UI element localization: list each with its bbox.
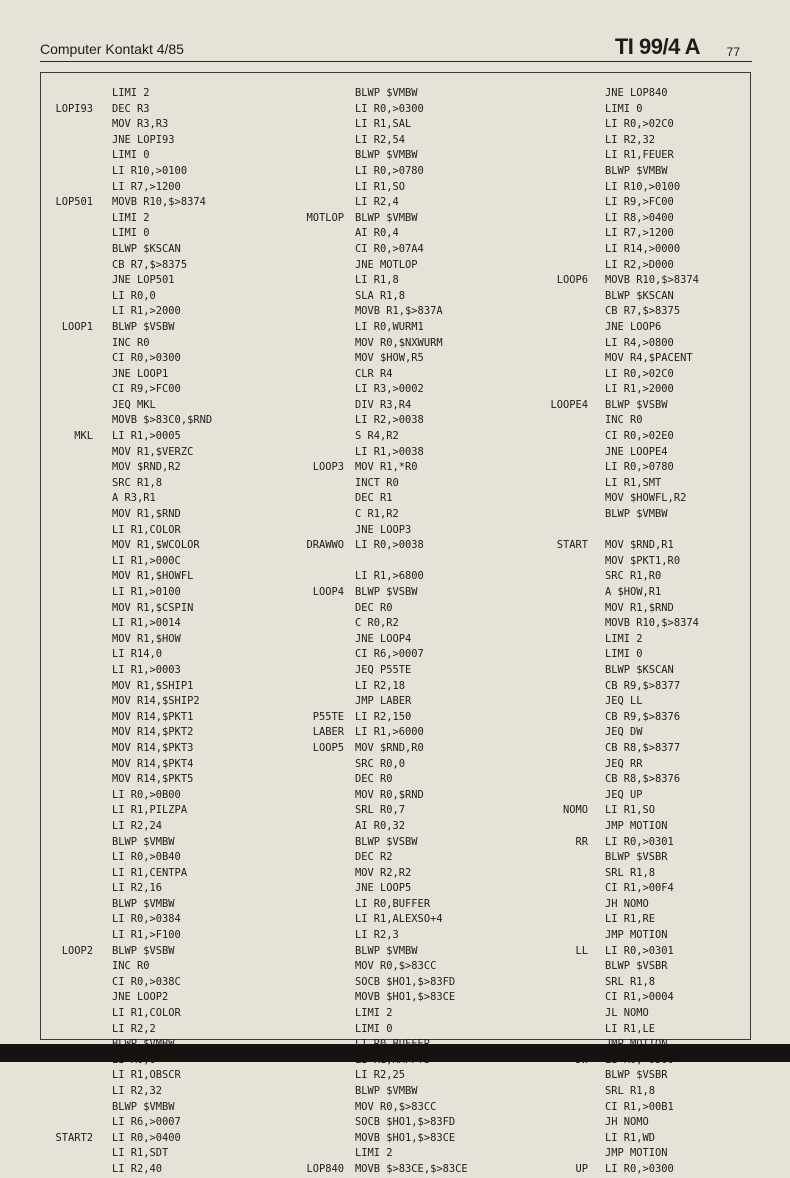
code-instruction: JNE LOOP5 <box>355 882 412 895</box>
code-instruction: BLWP $VMBW <box>355 211 418 224</box>
code-instruction: JNE LOPI93 <box>112 133 175 146</box>
code-instruction: CI R1,>00B1 <box>605 1100 674 1113</box>
code-instruction: JNE LOP840 <box>605 87 668 99</box>
code-instruction: BLWP $VSBW <box>112 320 175 333</box>
code-instruction: JL NOMO <box>605 1007 649 1020</box>
code-instruction: LI R2,16 <box>112 882 163 895</box>
code-instruction: S R4,R2 <box>355 430 399 443</box>
code-label: NOMO <box>562 804 588 817</box>
code-instruction: BLWP $VSBW <box>355 586 418 598</box>
code-instruction: MOV R14,$PKT5 <box>112 773 194 786</box>
code-instruction: LI R1,>0014 <box>112 617 181 630</box>
code-instruction: MOVB $>83CE,$>83CE <box>355 1162 468 1175</box>
code-instruction: MOV R0,$NXWURM <box>355 336 443 349</box>
code-label: LOP840 <box>306 1162 344 1175</box>
code-instruction: LI R1,FEUER <box>605 149 674 162</box>
code-instruction: LI R0,WURM1 <box>355 320 424 333</box>
page-number: 77 <box>726 45 740 59</box>
code-instruction: LI R1,SMT <box>605 476 662 489</box>
code-instruction: BLWP $KSCAN <box>112 242 181 255</box>
code-instruction: CB R8,$>8377 <box>605 741 681 754</box>
code-instruction: CB R7,$>8375 <box>112 258 188 271</box>
code-instruction: JNE MOTLOP <box>355 258 418 271</box>
code-instruction: LI R1,CENTPA <box>112 866 188 879</box>
code-instruction: JEQ P55TE <box>355 663 412 676</box>
code-instruction: LI R1,>0100 <box>112 586 181 598</box>
code-label: LL <box>575 944 588 957</box>
code-instruction: LI R1,LE <box>605 1022 656 1035</box>
code-instruction: C R0,R2 <box>355 617 399 630</box>
code-instruction: LI R1,8 <box>355 274 399 287</box>
code-instruction: CI R0,>0300 <box>112 352 181 365</box>
code-instruction: LI R4,>0800 <box>605 336 674 349</box>
code-instruction: LI R2,32 <box>605 133 656 146</box>
code-instruction: BLWP $VMBW <box>355 87 418 99</box>
code-instruction: A R3,R1 <box>112 492 156 505</box>
code-instruction: LI R1,SO <box>355 180 406 193</box>
code-instruction: LI R9,>FC00 <box>605 196 674 209</box>
code-label: LOOP4 <box>312 586 344 598</box>
system-title: TI 99/4 A <box>614 34 700 59</box>
code-label: UP <box>575 1162 588 1175</box>
code-instruction: AI R0,32 <box>355 819 406 832</box>
code-instruction: LI R1,OBSCR <box>112 1069 181 1082</box>
code-instruction: LIMI 0 <box>112 227 150 240</box>
code-instruction: LI R2,3 <box>355 929 399 942</box>
code-instruction: LI R1,>F100 <box>112 929 181 942</box>
code-instruction: MOV R4,$PACENT <box>605 352 693 365</box>
code-label: LOPI93 <box>55 102 93 115</box>
code-label: START2 <box>55 1131 93 1144</box>
code-instruction: SRL R1,8 <box>605 866 656 879</box>
code-instruction: CI R0,>07A4 <box>355 242 424 255</box>
code-instruction: MOV R0,$RND <box>355 788 424 801</box>
header-rule <box>40 61 752 62</box>
code-instruction: MOVB R10,$>8374 <box>112 196 206 209</box>
code-instruction: INC R0 <box>112 336 150 349</box>
code-instruction: LIMI 2 <box>112 211 150 224</box>
code-instruction: JNE LOOP3 <box>355 523 412 536</box>
code-instruction: MOV R1,$HOW <box>112 632 181 645</box>
code-instruction: DEC R0 <box>355 773 393 786</box>
code-instruction: BLWP $VSBW <box>112 944 175 957</box>
code-instruction: BLWP $KSCAN <box>605 663 674 676</box>
code-instruction: JNE LOOP2 <box>112 991 169 1004</box>
code-instruction: LI R0,BUFFER <box>355 897 431 910</box>
code-instruction: LI R1,>0005 <box>112 430 181 443</box>
code-label: DRAWWO <box>306 539 344 552</box>
code-instruction: LI R1,>6800 <box>355 570 424 583</box>
code-label: LOOP2 <box>61 944 93 957</box>
code-instruction: LI R0,>0780 <box>605 461 674 474</box>
code-label: LOP501 <box>55 196 93 209</box>
code-instruction: SLA R1,8 <box>355 289 406 302</box>
code-instruction: LI R0,>0038 <box>355 539 424 552</box>
code-instruction: LI R2,32 <box>112 1085 163 1097</box>
code-instruction: MOV R0,$>83CC <box>355 960 437 973</box>
code-instruction: MOVB R1,$>837A <box>355 305 443 318</box>
code-instruction: MOV R1,$HOWFL <box>112 570 194 583</box>
code-instruction: JNE LOOPE4 <box>605 445 668 458</box>
code-instruction: INCT R0 <box>355 476 399 489</box>
code-instruction: SRC R0,0 <box>355 757 406 770</box>
code-instruction: DIV R3,R4 <box>355 398 412 411</box>
code-instruction: BLWP $VSBR <box>605 851 668 864</box>
code-instruction: LI R0,>0B40 <box>112 851 181 864</box>
code-instruction: CB R7,$>8375 <box>605 305 681 318</box>
code-instruction: LI R0,>02C0 <box>605 118 674 131</box>
code-instruction: LI R1,>000C <box>112 554 181 567</box>
code-instruction: LIMI 0 <box>605 648 643 661</box>
code-instruction: LI R2,>0038 <box>355 414 424 427</box>
code-instruction: DEC R0 <box>355 601 393 614</box>
code-instruction: JNE LOOP6 <box>605 320 662 333</box>
code-label: MKL <box>74 430 93 443</box>
code-instruction: LI R1,COLOR <box>112 523 181 536</box>
code-instruction: LI R1,PILZPA <box>112 804 188 817</box>
code-instruction: JNE LOP501 <box>112 274 175 287</box>
code-instruction: JMP LABER <box>355 695 412 708</box>
code-instruction: LIMI 0 <box>112 149 150 162</box>
code-instruction: JEQ RR <box>605 757 643 770</box>
code-instruction: BLWP $VSBR <box>605 1069 668 1082</box>
code-instruction: LI R2,40 <box>112 1162 163 1175</box>
magazine-title: Computer Kontakt 4/85 <box>40 41 184 57</box>
code-instruction: INC R0 <box>112 960 150 973</box>
code-instruction: LI R2,54 <box>355 133 406 146</box>
code-label: LOOP5 <box>312 741 344 754</box>
code-instruction: BLWP $VMBW <box>605 164 668 177</box>
code-label: P55TE <box>312 710 344 723</box>
code-instruction: MOV $RND,R0 <box>355 741 424 754</box>
code-instruction: JMP MOTION <box>605 1147 668 1160</box>
code-label: LABER <box>312 726 344 739</box>
code-instruction: JH NOMO <box>605 1116 649 1129</box>
code-instruction: MOV R14,$PKT2 <box>112 726 194 739</box>
code-instruction: INC R0 <box>605 414 643 427</box>
code-instruction: MOV R0,$>83CC <box>355 1100 437 1113</box>
code-instruction: CI R1,>0004 <box>605 991 674 1004</box>
code-instruction: LI R14,0 <box>112 648 163 661</box>
code-instruction: MOV R1,$RND <box>112 508 181 521</box>
code-instruction: LI R0,>02C0 <box>605 367 674 380</box>
code-instruction: CI R0,>038C <box>112 975 181 988</box>
code-label: LOOP6 <box>556 274 588 287</box>
code-instruction: BLWP $VMBW <box>355 1085 418 1097</box>
code-instruction: SRC R1,8 <box>112 476 163 489</box>
code-instruction: LI R10,>0100 <box>112 164 188 177</box>
code-instruction: CI R9,>FC00 <box>112 383 181 396</box>
code-instruction: JEQ MKL <box>112 398 156 411</box>
code-instruction: LIMI 2 <box>355 1007 393 1020</box>
code-instruction: LIMI 2 <box>355 1147 393 1160</box>
code-instruction: BLWP $VMBW <box>355 944 418 957</box>
code-instruction: MOV R1,$RND <box>605 601 674 614</box>
code-instruction: JMP MOTION <box>605 929 668 942</box>
code-instruction: CB R8,$>8376 <box>605 773 681 786</box>
code-instruction: LI R0,>0384 <box>112 913 181 926</box>
code-instruction: MOV $RND,R1 <box>605 539 674 552</box>
code-instruction: LIMI 2 <box>112 87 150 99</box>
code-instruction: LI R0,0 <box>112 289 156 302</box>
code-instruction: SRL R0,7 <box>355 804 406 817</box>
code-instruction: BLWP $VMBW <box>605 508 668 521</box>
code-instruction: LI R2,24 <box>112 819 163 832</box>
code-instruction: LI R1,>0038 <box>355 445 424 458</box>
code-instruction: MOVB $>83C0,$RND <box>112 414 213 427</box>
code-instruction: SRL R1,8 <box>605 975 656 988</box>
code-instruction: LI R2,18 <box>355 679 406 692</box>
code-instruction: MOVB R10,$>8374 <box>605 274 699 287</box>
code-instruction: LI R0,>0400 <box>112 1131 181 1144</box>
code-label: MOTLOP <box>306 211 344 224</box>
code-instruction: MOV R14,$PKT4 <box>112 757 194 770</box>
code-instruction: LI R1,RE <box>605 913 656 926</box>
code-instruction: DEC R1 <box>355 492 393 505</box>
code-instruction: CB R9,$>8377 <box>605 679 681 692</box>
code-instruction: C R1,R2 <box>355 508 399 521</box>
code-instruction: LI R2,4 <box>355 196 399 209</box>
code-instruction: BLWP $VMBW <box>112 835 175 848</box>
code-instruction: LI R7,>1200 <box>112 180 181 193</box>
code-instruction: LIMI 0 <box>355 1022 393 1035</box>
code-label: LOOP1 <box>61 320 93 333</box>
code-instruction: LI R2,2 <box>112 1022 156 1035</box>
code-instruction: BLWP $VMBW <box>112 1100 175 1113</box>
code-instruction: LI R0,>0780 <box>355 164 424 177</box>
code-instruction: LI R1,>2000 <box>605 383 674 396</box>
code-instruction: LIMI 0 <box>605 102 643 115</box>
code-instruction: SOCB $HO1,$>83FD <box>355 975 456 988</box>
code-instruction: CI R1,>00F4 <box>605 882 674 895</box>
code-label: RR <box>575 835 588 848</box>
code-instruction: CLR R4 <box>355 367 393 380</box>
code-instruction: LIMI 2 <box>605 632 643 645</box>
code-instruction: JH NOMO <box>605 897 649 910</box>
code-instruction: MOV R1,$VERZC <box>112 445 194 458</box>
code-instruction: LI R1,SAL <box>355 118 412 131</box>
code-instruction: JEQ LL <box>605 695 643 708</box>
page-header <box>40 28 752 64</box>
code-instruction: MOV R1,*R0 <box>355 461 418 474</box>
code-instruction: LI R1,>0003 <box>112 663 181 676</box>
code-instruction: AI R0,4 <box>355 227 399 240</box>
code-instruction: LI R0,>0300 <box>605 1162 674 1175</box>
code-instruction: LI R0,>0B00 <box>112 788 181 801</box>
code-label: START <box>556 539 588 552</box>
code-instruction: MOV $HOWFL,R2 <box>605 492 687 505</box>
code-instruction: LI R0,>0301 <box>605 835 674 848</box>
code-instruction: MOV R2,R2 <box>355 866 412 879</box>
code-instruction: JEQ DW <box>605 726 643 739</box>
code-instruction: LI R1,COLOR <box>112 1007 181 1020</box>
code-instruction: BLWP $KSCAN <box>605 289 674 302</box>
code-instruction: LI R6,>0007 <box>112 1116 181 1129</box>
code-instruction: MOV R1,$SHIP1 <box>112 679 194 692</box>
code-instruction: MOV R14,$SHIP2 <box>112 695 200 708</box>
code-instruction: LI R8,>0400 <box>605 211 674 224</box>
code-instruction: LI R1,WD <box>605 1131 656 1144</box>
code-instruction: JNE LOOP4 <box>355 632 412 645</box>
code-instruction: MOVB $HO1,$>83CE <box>355 1131 456 1144</box>
code-instruction: LI R7,>1200 <box>605 227 674 240</box>
code-instruction: MOV R1,$CSPIN <box>112 601 194 614</box>
code-instruction: DEC R3 <box>112 102 150 115</box>
code-instruction: CI R0,>02E0 <box>605 430 674 443</box>
code-instruction: MOV R3,R3 <box>112 118 169 131</box>
code-instruction: SOCB $HO1,$>83FD <box>355 1116 456 1129</box>
code-instruction: LI R1,ALEXSO+4 <box>355 913 443 926</box>
code-instruction: LI R14,>0000 <box>605 242 681 255</box>
code-instruction: BLWP $VSBW <box>355 835 418 848</box>
code-instruction: MOV R14,$PKT1 <box>112 710 194 723</box>
code-instruction: DEC R2 <box>355 851 393 864</box>
code-instruction: SRC R1,R0 <box>605 570 662 583</box>
page-edge-shadow <box>0 1044 790 1062</box>
code-instruction: MOV $HOW,R5 <box>355 352 424 365</box>
code-label: LOOPE4 <box>550 398 588 411</box>
code-instruction: LI R0,>0301 <box>605 944 674 957</box>
code-instruction: LI R2,150 <box>355 710 412 723</box>
code-instruction: LI R1,SO <box>605 804 656 817</box>
code-instruction: BLWP $VMBW <box>112 897 175 910</box>
code-instruction: LI R1,>6000 <box>355 726 424 739</box>
code-instruction: BLWP $VSBW <box>605 398 668 411</box>
code-instruction: LI R2,>D000 <box>605 258 674 271</box>
code-instruction: MOV R14,$PKT3 <box>112 741 194 754</box>
code-instruction: A $HOW,R1 <box>605 586 662 598</box>
code-instruction: MOV R1,$WCOLOR <box>112 539 200 552</box>
code-instruction: JMP MOTION <box>605 819 668 832</box>
code-label: LOOP3 <box>312 461 344 474</box>
code-instruction: BLWP $VSBR <box>605 960 668 973</box>
code-instruction: JNE LOOP1 <box>112 367 169 380</box>
code-instruction: LI R10,>0100 <box>605 180 681 193</box>
code-instruction: MOVB $HO1,$>83CE <box>355 991 456 1004</box>
code-instruction: MOVB R10,$>8374 <box>605 617 699 630</box>
code-instruction: JEQ UP <box>605 788 643 801</box>
code-instruction: MOV $PKT1,R0 <box>605 554 681 567</box>
code-instruction: LI R0,>0300 <box>355 102 424 115</box>
code-instruction: CB R9,$>8376 <box>605 710 681 723</box>
code-instruction: LI R3,>0002 <box>355 383 424 396</box>
code-instruction: CI R6,>0007 <box>355 648 424 661</box>
code-instruction: BLWP $VMBW <box>355 149 418 162</box>
code-instruction: MOV $RND,R2 <box>112 461 181 474</box>
code-instruction: LI R1,>2000 <box>112 305 181 318</box>
code-instruction: SRL R1,8 <box>605 1085 656 1097</box>
code-instruction: LI R2,25 <box>355 1069 406 1082</box>
code-instruction: LI R1,SDT <box>112 1147 169 1160</box>
